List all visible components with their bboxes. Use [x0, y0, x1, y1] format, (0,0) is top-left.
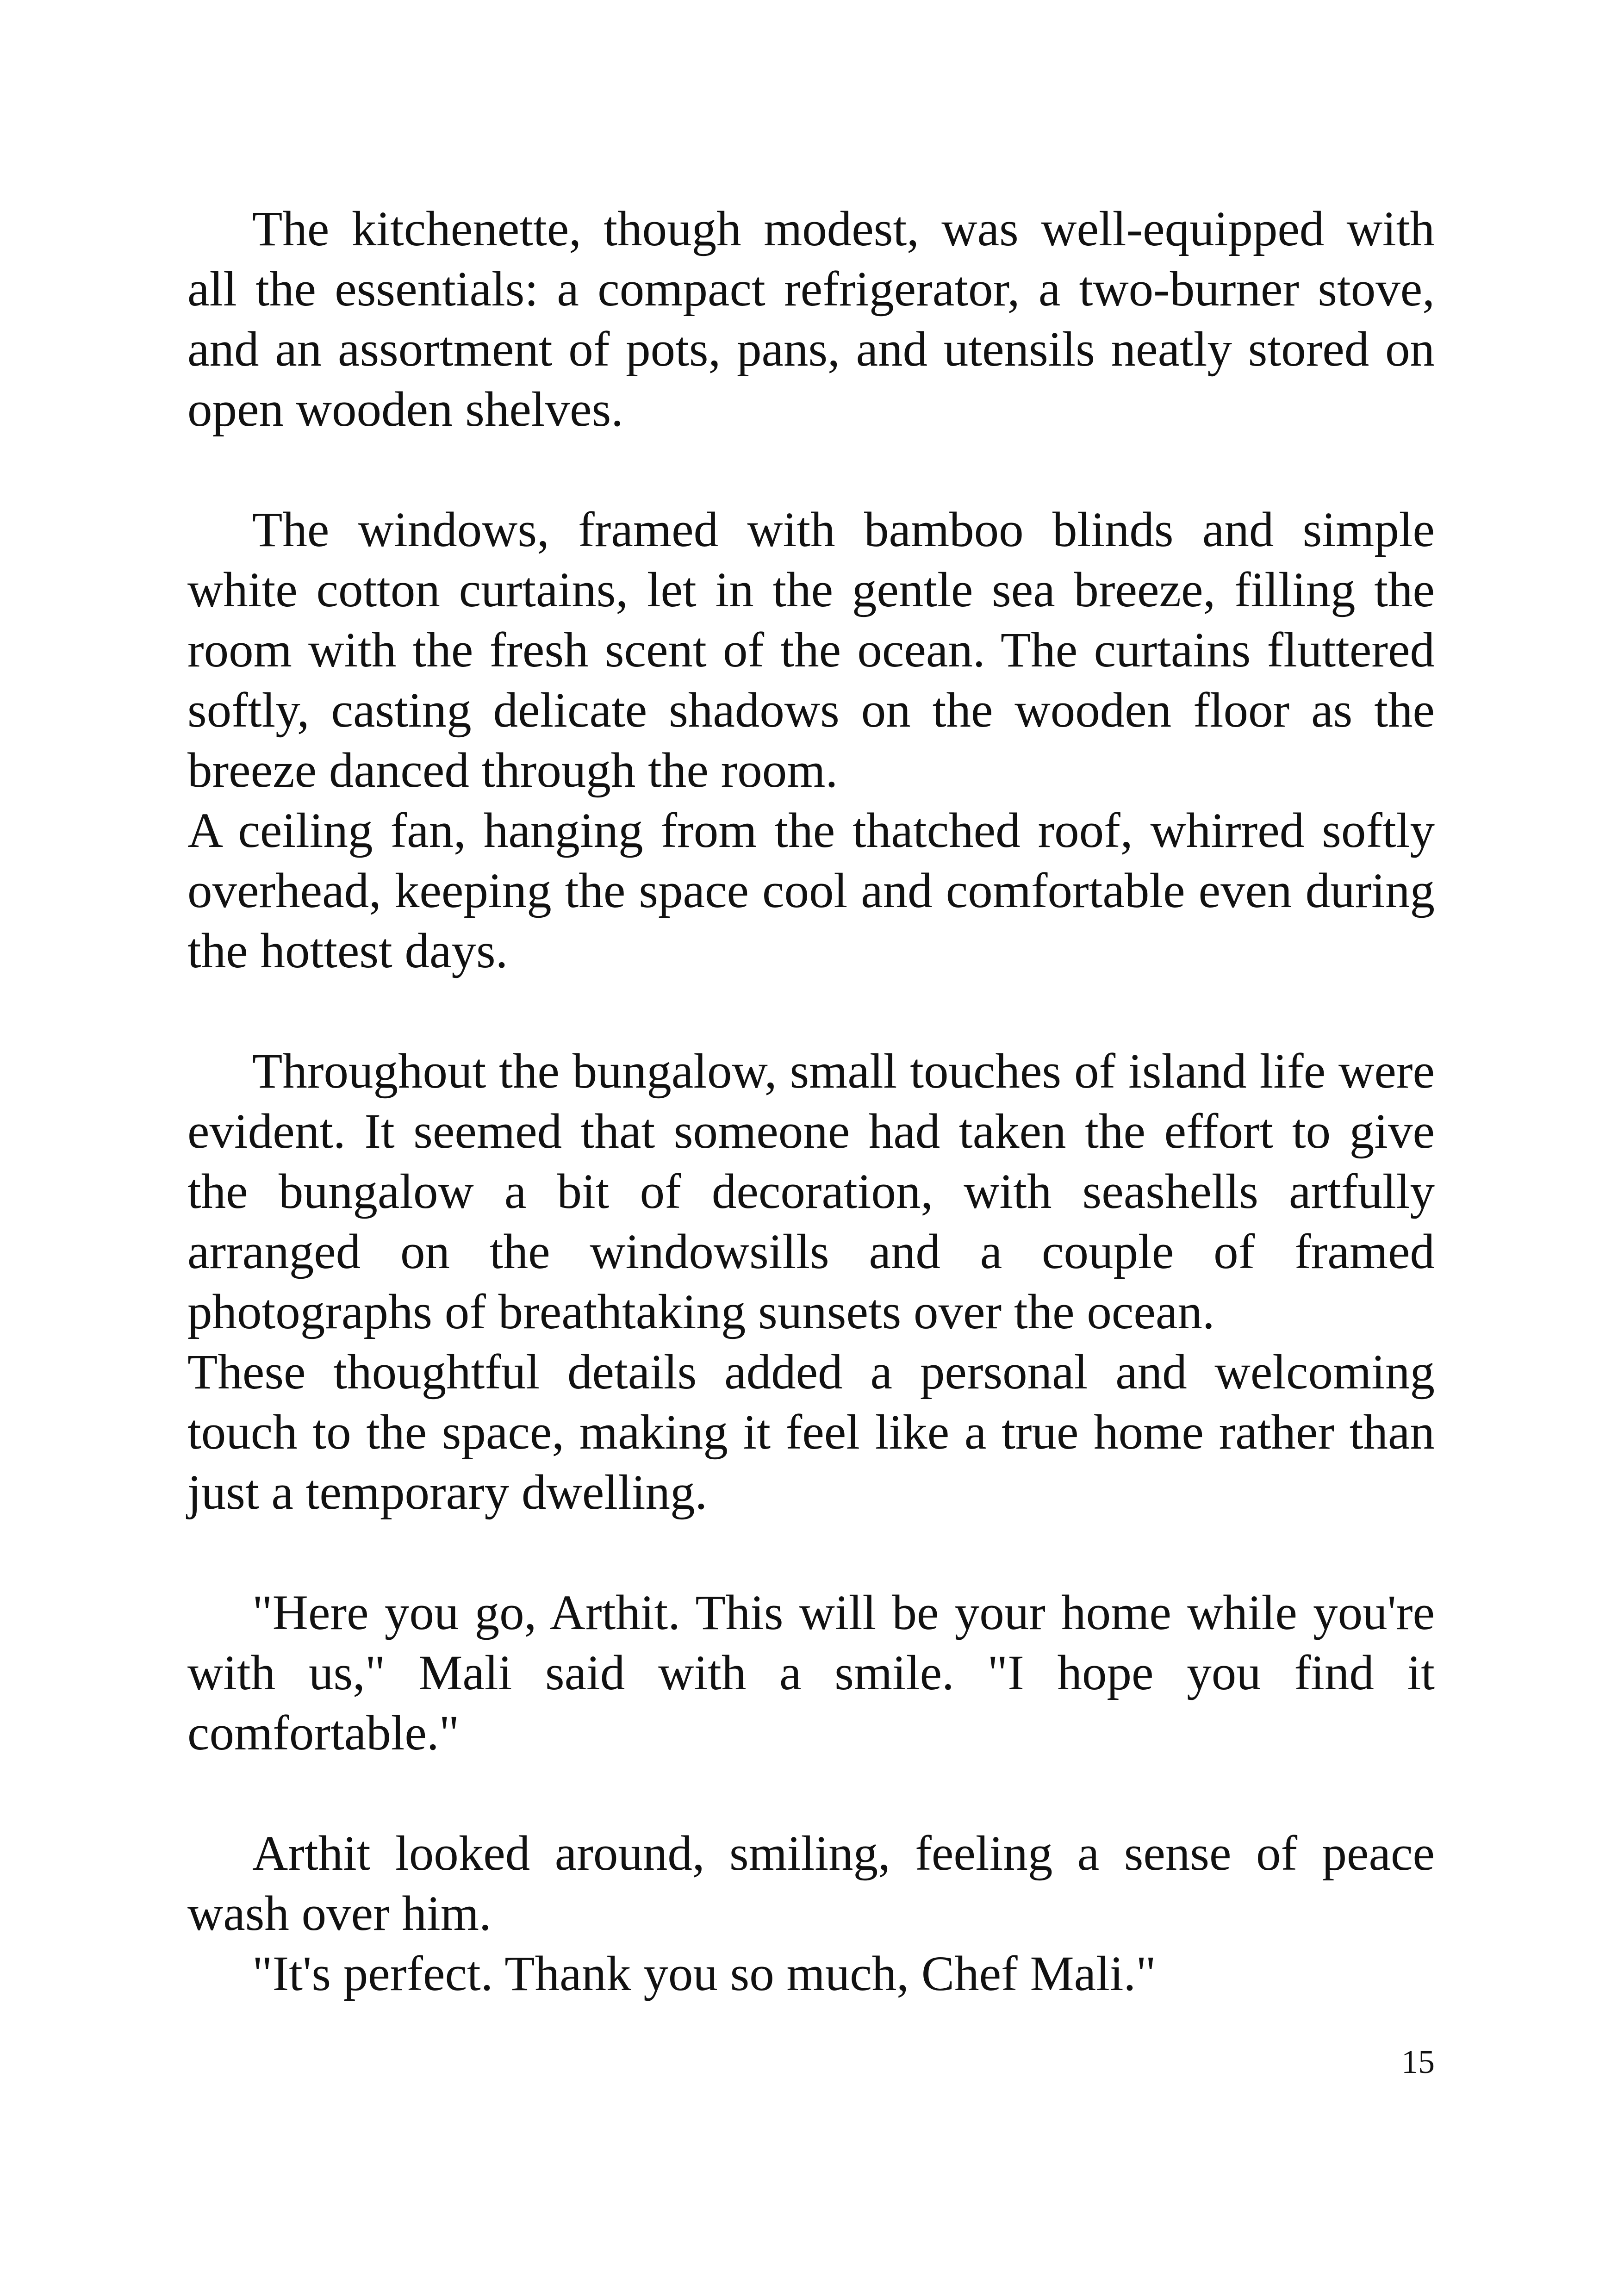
- paragraph: The windows, framed with bamboo blinds and simple white cotton curtains, let in the gentle sea breeze, filling the room with the fresh scent of the ocean. The curtains fluttered softly, casting delicate shadows on the wooden floor as the breeze danced through the room.: [187, 503, 1435, 798]
- paragraph: Arthit looked around, smiling, feeling a sense of peace wash over him.: [187, 1826, 1435, 1941]
- paragraph: "It's perfect. Thank you so much, Chef Mali.": [252, 1947, 1156, 2001]
- page-number: 15: [1401, 2043, 1435, 2080]
- paragraph: A ceiling fan, hanging from the thatched roof, whirred softly overhead, keeping the space cool and comfortable even during the hottest days.: [187, 803, 1435, 978]
- paragraph: These thoughtful details added a personal and welcoming touch to the space, making it feel like a true home rather than just a temporary dwelling.: [187, 1345, 1435, 1520]
- paragraph: The kitchenette, though modest, was well-equipped with all the essentials: a compact refrigerator, a two-burner stove, and an assortment of pots, pans, and utensils neatly stored on open wooden shelves.: [187, 202, 1435, 437]
- paragraph: Throughout the bungalow, small touches of island life were evident. It seemed that someone had taken the effort to give the bungalow a bit of decoration, with seashells artfully arranged on the windowsills and a couple of framed photographs of breathtaking sunsets over the ocean.: [187, 1044, 1435, 1339]
- page-body: [187, 199, 1435, 2004]
- paragraph: "Here you go, Arthit. This will be your home while you're with us," Mali said with a smile. "I hope you find it comfortable.": [187, 1586, 1435, 1761]
